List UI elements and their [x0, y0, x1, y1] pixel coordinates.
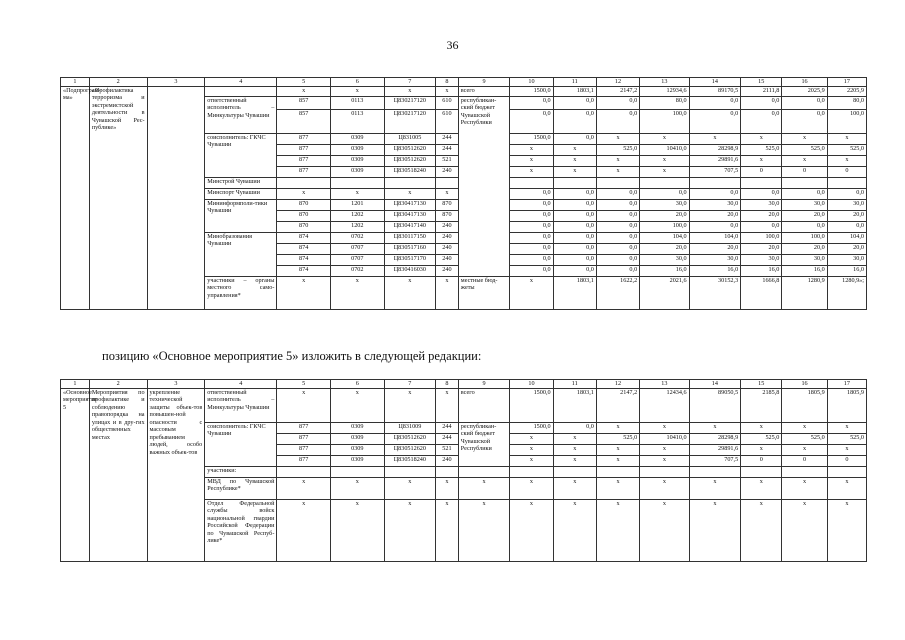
table-row: 870 1202 Ц830417130 870 0,0 0,0 0,0 20,0 20,0 20,0 20,0 20,0 — [61, 211, 867, 222]
amendment-paragraph: позицию «Основное мероприятие 5» изложить в следующей редакции: — [102, 349, 482, 363]
rosgvardia-label: Отдел Федеральной службы войск национальной гвардии Российской Федерации по Чувашской Респуб-лике* — [205, 500, 277, 562]
table-row: МВД по Чувашской Республике* x x x x x x x x x x x x x — [61, 478, 867, 500]
co-executor-label: соисполнитель: ГКЧС Чувашии — [205, 134, 277, 178]
table-row: 874 0707 Ц830517170 240 0,0 0,0 0,0 30,0 30,0 30,0 30,0 30,0 — [61, 255, 867, 266]
minsport-label: Минспорт Чувашии — [205, 189, 277, 200]
mininfo-label: Мининформполи-тики Чувашии — [205, 200, 277, 233]
subprogram-label: «Подпрограм-ма» — [61, 87, 90, 310]
table-row: 870 1202 Ц830417140 240 0,0 0,0 0,0 100,0 0,0 0,0 0,0 0,0 — [61, 222, 867, 233]
executor-label: ответственный исполнитель – Минкультуры Чувашии — [205, 97, 277, 134]
table-row: соисполнитель: ГКЧС Чувашии 877 0309 Ц831009 244 республикан-ский бюджет Чувашской Республики 1500,0 0,0 x x x x x x — [61, 423, 867, 434]
funding-source: республикан-ский бюджет Чувашской Республики — [458, 423, 510, 467]
table-row: 877 0309 Ц830512620 244 x x 525,0 10410,0 28298,9 525,0 525,0 525,0 — [61, 434, 867, 445]
main-event-goal: укрепление технической защиты объек-тов повышен-ной опасности с массовым пребыванием людей, особо важных объек-тов — [147, 389, 205, 562]
table-header-row: 1 2 3 4 5 6 7 8 9 10 11 12 13 14 15 16 17 — [61, 380, 867, 389]
subprogram-title: «Профилактика терроризма и экстремистской деятельности в Чувашской Рес-публике» — [89, 87, 147, 310]
page-number: 36 — [446, 38, 459, 52]
table-row: 877 0309 Ц830512620 521 x x x x 29891,6 x x x — [61, 156, 867, 167]
table-row: ответственный исполнитель – Минкультуры Чувашии 857 0113 Ц830217120 610 республикан-ский бюджет Чувашской Республики 0,0 0,0 0,0 80,0 0,0 0,0 0,0 80,0 — [61, 97, 867, 110]
table-header-row: 1 2 3 4 5 6 7 8 9 10 11 12 13 14 15 16 17 — [61, 78, 867, 87]
table-row: Мининформполи-тики Чувашии 870 1201 Ц830417130 870 0,0 0,0 0,0 30,0 30,0 30,0 30,0 30,0 — [61, 200, 867, 211]
table-row: Отдел Федеральной службы войск национальной гвардии Российской Федерации по Чувашской Респуб-лике* x x x x x x x x x x x x x — [61, 500, 867, 562]
minobr-label: Минобразования Чувашии — [205, 233, 277, 277]
table-row: Минобразования Чувашии 874 0702 Ц830117150 240 0,0 0,0 0,0 104,0 104,0 100,0 100,0 104,0 — [61, 233, 867, 244]
table-row: соисполнитель: ГКЧС Чувашии 877 0309 Ц831005 244 1500,0 0,0 x x x x x x — [61, 134, 867, 145]
table-row: 874 0702 Ц830416030 240 0,0 0,0 0,0 16,0 16,0 16,0 16,0 16,0 — [61, 266, 867, 277]
table-row: участники – органы местного само-управления* x x x x местные бюд-жеты x 1803,1 1622,2 2021,6 30152,3 1666,8 1280,9 1280,9»; — [61, 277, 867, 310]
local-gov-label: участники – органы местного само-управления* — [205, 277, 277, 310]
table-row: «Подпрограм-ма» «Профилактика терроризма и экстремистской деятельности в Чувашской Рес-публике» x x x x всего 1500,0 1803,1 2147,2 12934,6 89170,5 2111,8 2025,9 2205,9 — [61, 87, 867, 97]
participants-label: участники: — [205, 467, 277, 478]
table-row: 877 0309 Ц830512620 521 x x x x 29891,6 x x x — [61, 445, 867, 456]
main-event-label: «Основное мероприятие 5 — [61, 389, 90, 562]
budget-table-subprogram — [60, 77, 867, 310]
table-row: 857 0113 Ц830217120 610 0,0 0,0 0,0 100,0 0,0 0,0 0,0 100,0 — [61, 110, 867, 134]
co-executor-label: соисполнитель: ГКЧС Чувашии — [205, 423, 277, 467]
budget-table-main-event-5 — [60, 379, 867, 562]
table-row: Минспорт Чувашии x x x x 0,0 0,0 0,0 0,0 0,0 0,0 0,0 0,0 — [61, 189, 867, 200]
table-row: «Основное мероприятие 5 Мероприятия по профилактике и соблюдению правопорядка на улицах и в дру-гих общественных местах укрепление технической защиты объек-тов повышен-ной опасности с массовым пребыванием людей, особо важных объек-тов ответственный исполнитель – Минкультуры Чувашии x x x x всего 1500,0 1803,1 2147,2 12434,6 89050,5 2185,8 1805,9 1805,9 — [61, 389, 867, 423]
mvd-label: МВД по Чувашской Республике* — [205, 478, 277, 500]
funding-source: республикан-ский бюджет Чувашской Республики — [458, 97, 510, 277]
main-event-title: Мероприятия по профилактике и соблюдению правопорядка на улицах и в дру-гих общественных местах — [89, 389, 147, 562]
executor-label: ответственный исполнитель – Минкультуры Чувашии — [205, 389, 277, 423]
table-row: 877 0309 Ц830518240 240 x x x x 707,5 0 0 0 — [61, 456, 867, 467]
table-row: 874 0707 Ц830517160 240 0,0 0,0 0,0 20,0 20,0 20,0 20,0 20,0 — [61, 244, 867, 255]
minstroy-label: Минстрой Чувашии — [205, 178, 277, 189]
table-row: 877 0309 Ц830518240 240 x x x x 707,5 0 0 0 — [61, 167, 867, 178]
table-row: 877 0309 Ц830512620 244 x x 525,0 10410,0 28298,9 525,0 525,0 525,0 — [61, 145, 867, 156]
